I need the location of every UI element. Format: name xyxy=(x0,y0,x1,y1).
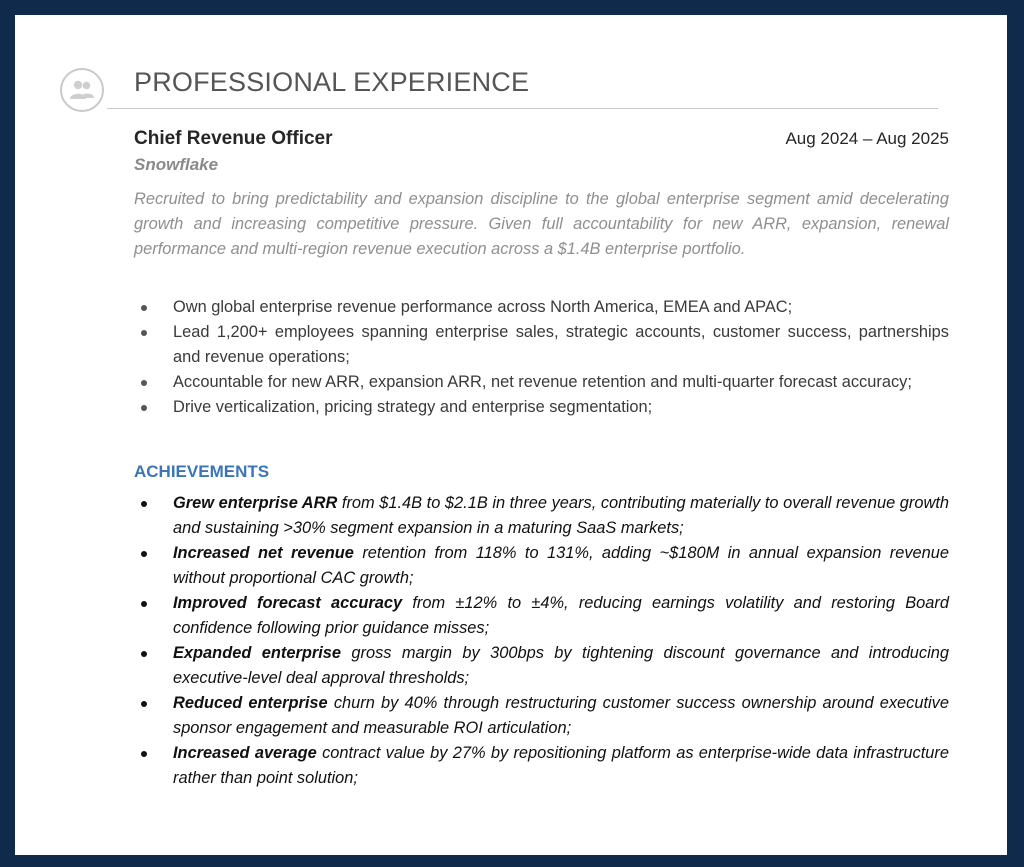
section-divider xyxy=(107,108,938,109)
responsibility-item: Own global enterprise revenue performance across North America, EMEA and APAC; xyxy=(134,295,949,320)
responsibility-item: Lead 1,200+ employees spanning enterprise sales, strategic accounts, customer success, partnerships and revenue operations; xyxy=(134,320,949,370)
company-name: Snowflake xyxy=(134,155,219,174)
achievement-text: from $1.4B to $2.1B in three years, contributing materially to overall revenue growth and sustaining >30% segment expansion in a maturing SaaS markets; xyxy=(173,494,949,537)
job-title: Chief Revenue Officer xyxy=(134,128,333,149)
achievement-text: retention from 118% to 131%, adding ~$180M in annual expansion revenue without proportional CAC growth; xyxy=(173,544,949,587)
achievement-item xyxy=(134,591,949,641)
job-dates: Aug 2024 – Aug 2025 xyxy=(785,129,949,148)
achievement-lead: Expanded enterprise xyxy=(173,644,341,662)
achievements-heading: ACHIEVEMENTS xyxy=(134,462,270,481)
achievement-text: gross margin by 300bps by tightening discount governance and introducing executive-level deal approval thresholds; xyxy=(173,644,949,687)
achievement-item xyxy=(134,541,949,591)
job-summary: Recruited to bring predictability and expansion discipline to the global enterprise segment amid decelerating growth and increasing competitive pressure. Given full accountability for new ARR, expansion, renewal performance and multi-region revenue execution across a $1.4B enterprise portfolio. xyxy=(134,190,949,258)
achievement-item xyxy=(134,491,949,541)
responsibilities-list xyxy=(134,295,949,420)
achievement-item xyxy=(134,691,949,741)
achievement-text: contract value by 27% by repositioning platform as enterprise-wide data infrastructure rather than point solution; xyxy=(173,744,949,787)
achievements-list xyxy=(134,491,949,791)
responsibility-item: Accountable for new ARR, expansion ARR, net revenue retention and multi-quarter forecast accuracy; xyxy=(134,370,949,395)
achievement-item xyxy=(134,741,949,791)
people-icon xyxy=(60,68,104,112)
responsibility-item: Drive verticalization, pricing strategy and enterprise segmentation; xyxy=(134,395,949,420)
achievement-text: churn by 40% through restructuring customer success ownership around executive sponsor engagement and measurable ROI articulation; xyxy=(173,694,949,737)
achievement-lead: Improved forecast accuracy xyxy=(173,594,403,612)
section-title: PROFESSIONAL EXPERIENCE xyxy=(134,67,530,97)
achievement-lead: Grew enterprise ARR xyxy=(173,494,338,512)
achievement-item xyxy=(134,641,949,691)
resume-page xyxy=(15,15,1007,855)
achievement-text: from ±12% to ±4%, reducing earnings volatility and restoring Board confidence following prior guidance misses; xyxy=(173,594,949,637)
achievement-lead: Increased average xyxy=(173,744,317,762)
achievement-lead: Reduced enterprise xyxy=(173,694,328,712)
achievement-lead: Increased net revenue xyxy=(173,544,354,562)
